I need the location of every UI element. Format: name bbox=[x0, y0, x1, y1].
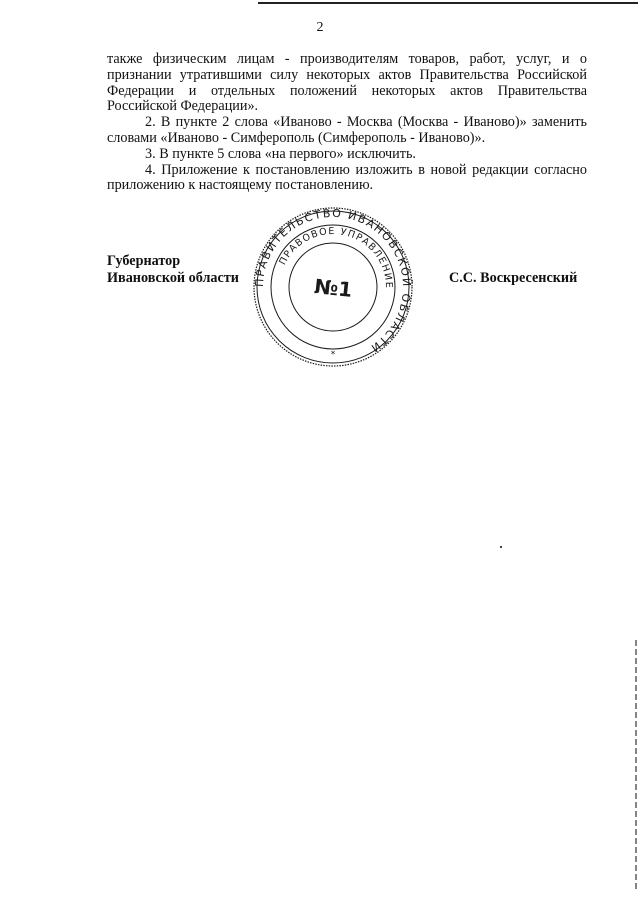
seal-center-number: №1 bbox=[313, 274, 354, 302]
paragraph-continued: также физическим лицам - производителям товаров, работ, услуг, и о признании утратившими силу некоторых актов Правительства Российской Федерации и отдельных положений некоторых актов Правительства Российской Федерации». bbox=[107, 51, 587, 115]
document-body bbox=[107, 52, 587, 194]
top-border-line bbox=[258, 2, 638, 4]
paragraph-item-3: 3. В пункте 5 слова «на первого» исключить. bbox=[145, 145, 416, 162]
paragraph-item-4: 4. Приложение к постановлению изложить в новой редакции согласно приложению к настоящему постановлению. bbox=[107, 161, 587, 194]
page-number: 2 bbox=[316, 20, 324, 35]
scan-edge-mark bbox=[635, 640, 637, 890]
signatory-title bbox=[107, 253, 239, 287]
seal-inner-text: ПРАВОВОЕ УПРАВЛЕНИЕ bbox=[277, 225, 395, 290]
signatory-name: С.С. Воскресенский bbox=[449, 270, 578, 286]
official-seal bbox=[253, 205, 413, 370]
signatory-title-line2: Ивановской области bbox=[107, 270, 239, 286]
paragraph-item-2: 2. В пункте 2 слова «Иваново - Москва (Москва - Иваново)» заменить словами «Иваново - Симферополь (Симферополь - Иваново)». bbox=[107, 114, 587, 146]
signatory-title-line1: Губернатор bbox=[107, 253, 181, 269]
scan-speck bbox=[500, 546, 502, 548]
seal-outer-text: ПРАВИТЕЛЬСТВО ИВАНОВСКОЙ ОБЛАСТИ bbox=[253, 206, 413, 356]
seal-star: * bbox=[330, 350, 336, 360]
